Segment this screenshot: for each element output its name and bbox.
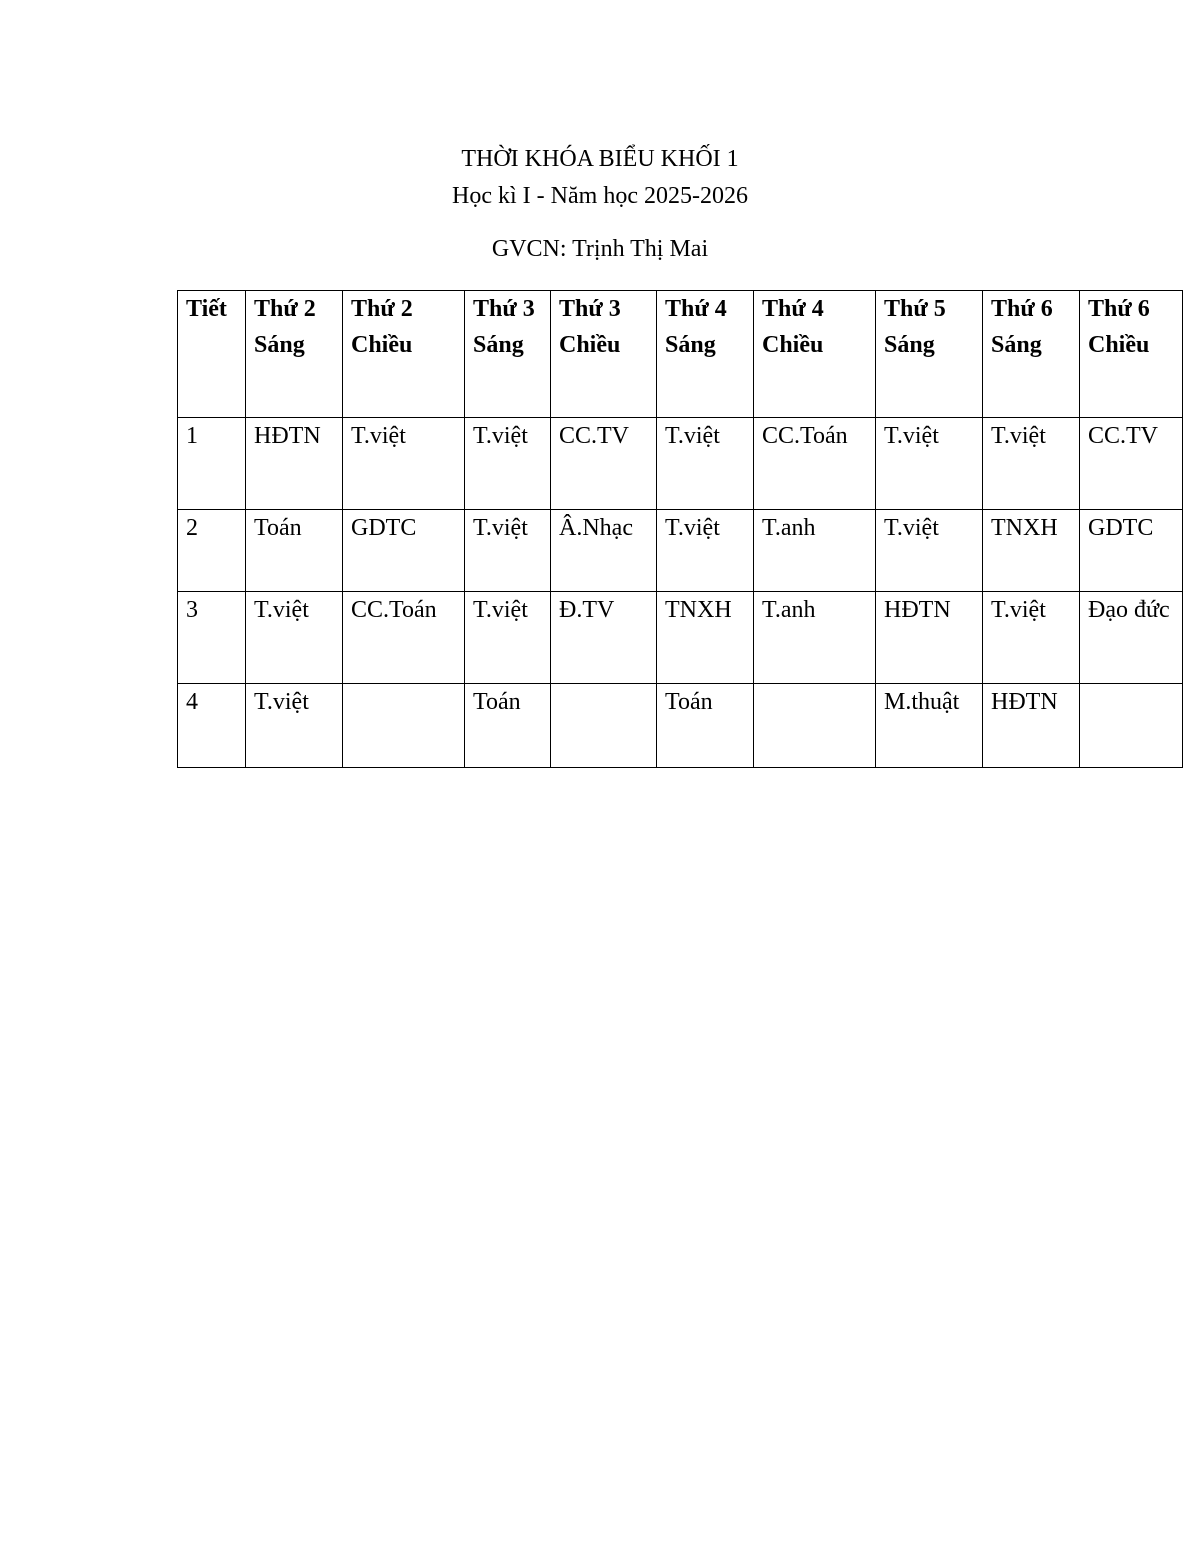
- table-cell: T.việt: [657, 418, 754, 510]
- table-cell: Â.Nhạc: [551, 510, 657, 592]
- table-cell: Toán: [246, 510, 343, 592]
- title-block: [0, 141, 1200, 215]
- table-cell: 1: [178, 418, 246, 510]
- table-cell: Đ.TV: [551, 592, 657, 684]
- table-cell: Toán: [465, 684, 551, 768]
- table-cell: TNXH: [657, 592, 754, 684]
- table-cell: HĐTN: [983, 684, 1080, 768]
- table-cell: T.việt: [876, 418, 983, 510]
- table-cell: [1080, 684, 1183, 768]
- table-cell: TNXH: [983, 510, 1080, 592]
- table-cell: T.anh: [754, 592, 876, 684]
- table-row: [178, 684, 1183, 768]
- table-row: [178, 418, 1183, 510]
- table-cell: T.việt: [246, 592, 343, 684]
- table-cell: 4: [178, 684, 246, 768]
- table-cell: T.việt: [983, 592, 1080, 684]
- table-cell: CC.TV: [551, 418, 657, 510]
- header-cell-wed-morning: Thứ 4 Sáng: [657, 291, 754, 418]
- table-cell: 3: [178, 592, 246, 684]
- table-row: [178, 510, 1183, 592]
- table-cell: GDTC: [343, 510, 465, 592]
- table-cell: CC.Toán: [754, 418, 876, 510]
- header-cell-fri-afternoon: Thứ 6 Chiều: [1080, 291, 1183, 418]
- homeroom-teacher: GVCN: Trịnh Thị Mai: [491, 236, 709, 262]
- header-cell-thu-morning: Thứ 5 Sáng: [876, 291, 983, 418]
- table-cell: Toán: [657, 684, 754, 768]
- table-cell: T.việt: [246, 684, 343, 768]
- table-cell: CC.Toán: [343, 592, 465, 684]
- table-cell: T.việt: [465, 510, 551, 592]
- header-cell-mon-morning: Thứ 2 Sáng: [246, 291, 343, 418]
- table-cell: T.việt: [465, 592, 551, 684]
- timetable: [177, 290, 1183, 768]
- table-cell: [551, 684, 657, 768]
- header-cell-fri-morning: Thứ 6 Sáng: [983, 291, 1080, 418]
- table-header-row: [178, 291, 1183, 418]
- table-cell: T.việt: [657, 510, 754, 592]
- table-cell: Đạo đức: [1080, 592, 1183, 684]
- document-subtitle: Học kì I - Năm học 2025-2026: [452, 183, 748, 209]
- header-cell-mon-afternoon: Thứ 2 Chiều: [343, 291, 465, 418]
- table-cell: T.anh: [754, 510, 876, 592]
- header-cell-tue-morning: Thứ 3 Sáng: [465, 291, 551, 418]
- table-row: [178, 592, 1183, 684]
- header-cell-wed-afternoon: Thứ 4 Chiều: [754, 291, 876, 418]
- table-cell: 2: [178, 510, 246, 592]
- table-cell: [754, 684, 876, 768]
- table-cell: T.việt: [465, 418, 551, 510]
- table-cell: T.việt: [343, 418, 465, 510]
- table-cell: GDTC: [1080, 510, 1183, 592]
- header-cell-tue-afternoon: Thứ 3 Chiều: [551, 291, 657, 418]
- table-cell: HĐTN: [246, 418, 343, 510]
- table-cell: [343, 684, 465, 768]
- header-cell-period: Tiết: [178, 291, 246, 418]
- table-cell: M.thuật: [876, 684, 983, 768]
- table-cell: CC.TV: [1080, 418, 1183, 510]
- table-cell: HĐTN: [876, 592, 983, 684]
- table-cell: T.việt: [983, 418, 1080, 510]
- document-title: THỜI KHÓA BIỂU KHỐI 1: [461, 146, 739, 172]
- table-cell: T.việt: [876, 510, 983, 592]
